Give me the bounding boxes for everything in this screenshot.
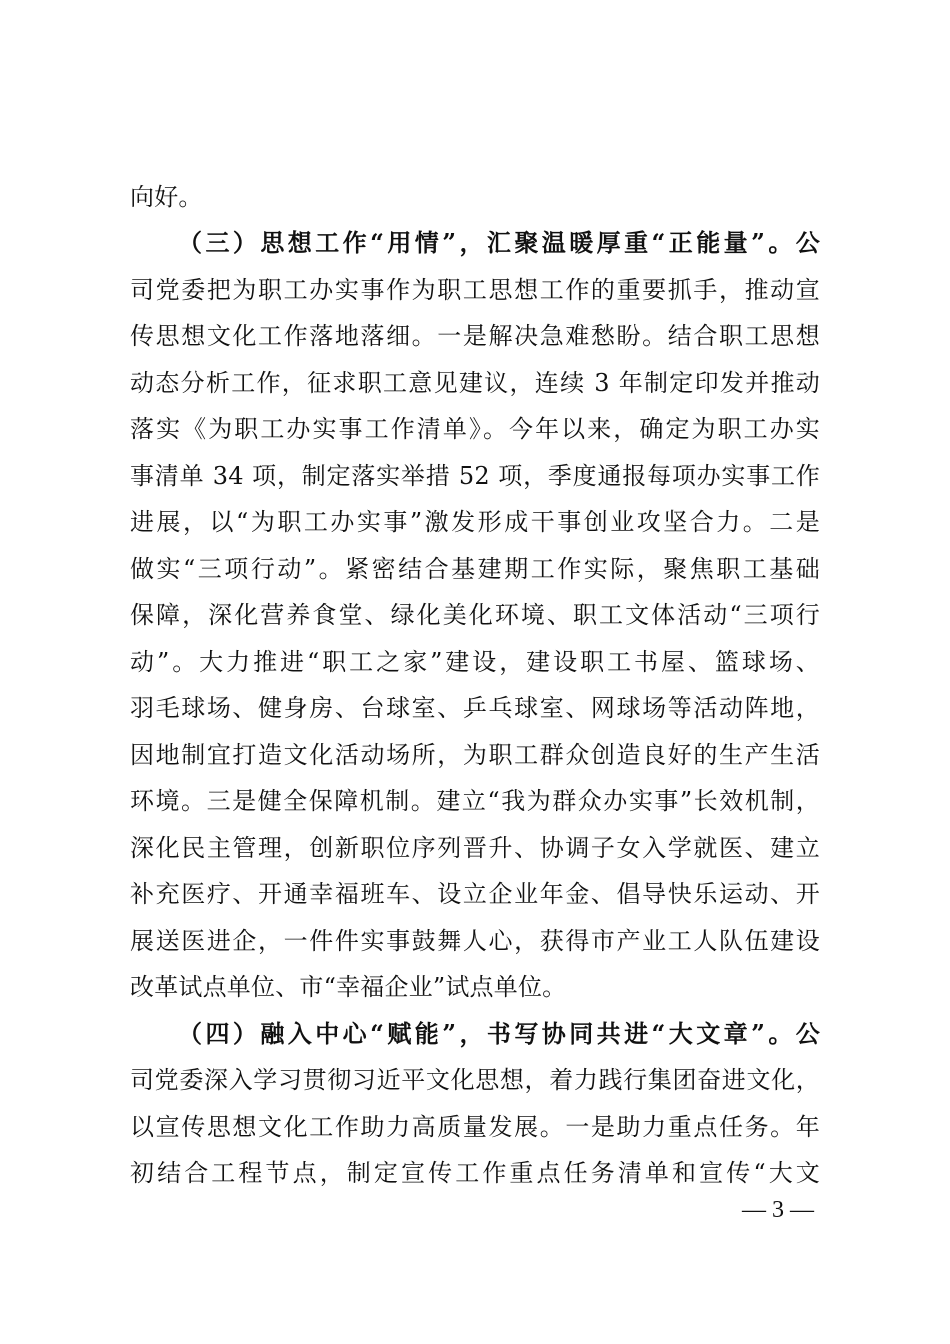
text-line-11: 动”。大力推进“职工之家”建设，建设职工书屋、篮球场、 — [130, 648, 820, 676]
text-line-18: 改革试点单位、市“幸福企业”试点单位。 — [130, 973, 567, 1001]
text-line-16: 补充医疗、开通幸福班车、设立企业年金、倡导快乐运动、开 — [130, 880, 820, 908]
text-line-6: 落实《为职工办实事工作清单》。今年以来，确定为职工办实 — [130, 415, 820, 443]
text-line-13: 因地制宜打造文化活动场所，为职工群众创造良好的生产生活 — [130, 741, 820, 769]
section-heading-3: （三）思想工作“用情”，汇聚温暖厚重“正能量”。公 — [178, 228, 820, 257]
text-line-20: 司党委深入学习贯彻习近平文化思想，着力践行集团奋进文化， — [130, 1066, 820, 1094]
section-heading-4: （四）融入中心“赋能”，书写协同共进“大文章”。公 — [178, 1019, 820, 1048]
text-line-9: 做实“三项行动”。紧密结合基建期工作实际，聚焦职工基础 — [130, 555, 820, 583]
text-line-8: 进展，以“为职工办实事”激发形成干事创业攻坚合力。二是 — [130, 508, 820, 536]
text-line-15: 深化民主管理，创新职位序列晋升、协调子女入学就医、建立 — [130, 834, 820, 862]
text-line-12: 羽毛球场、健身房、台球室、乒乓球室、网球场等活动阵地， — [130, 694, 820, 722]
text-line-14: 环境。三是健全保障机制。建立“我为群众办实事”长效机制， — [130, 787, 820, 815]
page-number: — 3 — — [742, 1197, 814, 1223]
text-line-17: 展送医进企，一件件实事鼓舞人心，获得市产业工人队伍建设 — [130, 927, 820, 955]
text-line-4: 传思想文化工作落地落细。一是解决急难愁盼。结合职工思想 — [130, 322, 820, 350]
text-line-5: 动态分析工作，征求职工意见建议，连续 3 年制定印发并推动 — [130, 369, 820, 397]
text-line-22: 初结合工程节点，制定宣传工作重点任务清单和宣传“大文 — [130, 1159, 820, 1187]
text-line-3: 司党委把为职工办实事作为职工思想工作的重要抓手，推动宣 — [130, 276, 820, 304]
text-line-10: 保障，深化营养食堂、绿化美化环境、职工文体活动“三项行 — [130, 601, 820, 629]
text-line-7: 事清单 34 项，制定落实举措 52 项，季度通报每项办实事工作 — [130, 462, 820, 490]
text-line-1: 向好。 — [130, 183, 203, 211]
text-line-21: 以宣传思想文化工作助力高质量发展。一是助力重点任务。年 — [130, 1113, 820, 1141]
